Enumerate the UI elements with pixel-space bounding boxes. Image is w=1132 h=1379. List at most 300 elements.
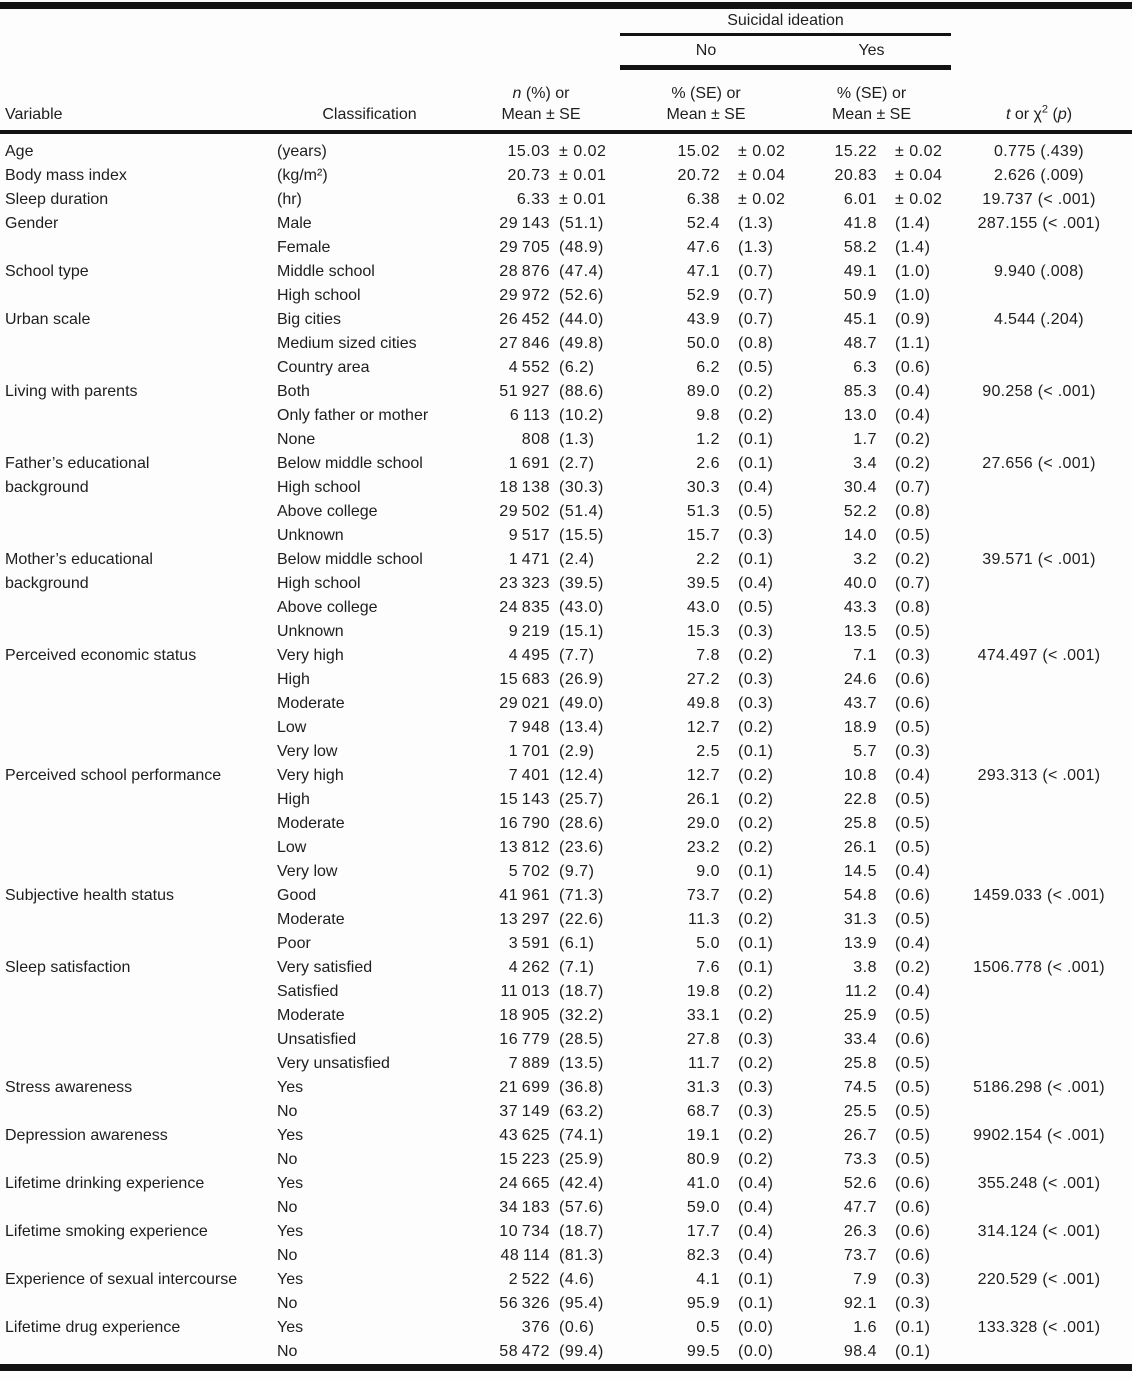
classification-cell: None (277, 431, 316, 448)
statistic-cell: 1506.778 (< .001) (973, 959, 1105, 976)
n-value-cell: 26 452 (499, 311, 550, 328)
yes-value-cell: 30.4 (843, 479, 877, 496)
classification-cell: Unknown (277, 527, 344, 544)
yes-se-cell: (0.5) (895, 1055, 931, 1072)
no-value-cell: 39.5 (686, 575, 720, 592)
classification-cell: No (277, 1103, 298, 1120)
n-percent-cell: (30.3) (559, 479, 604, 496)
n-percent-cell: (13.4) (559, 719, 604, 736)
yes-value-cell: 3.2 (853, 551, 877, 568)
classification-cell: High school (277, 287, 361, 304)
yes-value-cell: 73.3 (843, 1151, 877, 1168)
statistic-cell: 39.571 (< .001) (982, 551, 1096, 568)
classification-cell: Yes (277, 1271, 304, 1288)
n-value-cell: 1 691 (508, 455, 550, 472)
variable-cell (5, 332, 277, 356)
variable-cell (5, 716, 277, 740)
no-se-cell: (1.3) (738, 215, 774, 232)
n-percent-cell: (52.6) (559, 287, 604, 304)
variable-cell (5, 860, 277, 884)
no-value-cell: 0.5 (696, 1319, 720, 1336)
statistic-cell (951, 236, 1127, 260)
no-se-cell: (0.2) (738, 719, 774, 736)
n-percent-cell: (6.1) (559, 935, 595, 952)
no-value-cell: 73.7 (686, 887, 720, 904)
variable-cell: Gender (5, 215, 59, 232)
n-value-cell: 27 846 (499, 335, 550, 352)
n-percent-cell: (32.2) (559, 1007, 604, 1024)
n-value-cell: 7 948 (508, 719, 550, 736)
n-value-cell: 20.73 (507, 167, 550, 184)
no-se-cell: (0.2) (738, 1151, 774, 1168)
classification-cell: Low (277, 719, 307, 736)
variable-cell: Sleep satisfaction (5, 959, 131, 976)
no-value-cell: 6.2 (696, 359, 720, 376)
classification-cell: High (277, 791, 310, 808)
yes-value-cell: 40.0 (843, 575, 877, 592)
n-percent-cell: (28.5) (559, 1031, 604, 1048)
variable-cell (5, 1196, 277, 1220)
table-row (0, 1100, 1132, 1124)
header-no-pct-se: % (SE) or Mean ± SE (666, 85, 746, 123)
no-se-cell: (0.4) (738, 1199, 774, 1216)
statistic-cell: 5186.298 (< .001) (973, 1079, 1105, 1096)
n-percent-cell: (23.6) (559, 839, 604, 856)
yes-value-cell: 13.0 (843, 407, 877, 424)
yes-value-cell: 18.9 (843, 719, 877, 736)
yes-value-cell: 7.9 (853, 1271, 877, 1288)
table-top-rule (0, 2, 1132, 9)
yes-se-cell: (0.2) (895, 959, 931, 976)
variable-cell (5, 1028, 277, 1052)
yes-value-cell: 25.8 (843, 815, 877, 832)
spanner-row (0, 9, 1132, 36)
table-row (0, 1004, 1132, 1028)
yes-se-cell: (0.6) (895, 1199, 931, 1216)
table-row (0, 1292, 1132, 1316)
classification-cell: Middle school (277, 263, 375, 280)
table-row (0, 188, 1132, 212)
yes-value-cell: 50.9 (843, 287, 877, 304)
no-se-cell: (0.2) (738, 1007, 774, 1024)
yes-value-cell: 45.1 (843, 311, 877, 328)
classification-cell: Yes (277, 1175, 304, 1192)
no-se-cell: ± 0.02 (738, 143, 786, 160)
classification-cell: High school (277, 479, 361, 496)
no-value-cell: 17.7 (686, 1223, 720, 1240)
classification-cell: Female (277, 239, 331, 256)
no-value-cell: 1.2 (696, 431, 720, 448)
yes-value-cell: 26.1 (843, 839, 877, 856)
no-se-cell: (0.0) (738, 1343, 774, 1360)
variable-cell (5, 812, 277, 836)
no-se-cell: (0.1) (738, 863, 774, 880)
no-se-cell: (0.3) (738, 623, 774, 640)
n-value-cell: 1 471 (508, 551, 550, 568)
no-value-cell: 15.3 (686, 623, 720, 640)
yes-se-cell: (1.4) (895, 239, 931, 256)
n-value-cell: 6 113 (509, 407, 550, 424)
classification-cell: High school (277, 575, 361, 592)
yes-se-cell: (1.4) (895, 215, 931, 232)
statistic-cell (951, 1004, 1127, 1028)
statistic-cell: 9902.154 (< .001) (973, 1127, 1105, 1144)
yes-se-cell: (0.5) (895, 839, 931, 856)
no-value-cell: 80.9 (686, 1151, 720, 1168)
yes-value-cell: 13.9 (843, 935, 877, 952)
n-percent-cell: (95.4) (559, 1295, 604, 1312)
yes-se-cell: (1.1) (895, 335, 931, 352)
statistic-cell: 314.124 (< .001) (977, 1223, 1101, 1240)
table-row (0, 1268, 1132, 1292)
no-se-cell: (0.2) (738, 839, 774, 856)
table-row (0, 836, 1132, 860)
yes-value-cell: 43.3 (843, 599, 877, 616)
variable-cell (5, 428, 277, 452)
n-value-cell: 24 835 (499, 599, 550, 616)
classification-cell: No (277, 1343, 298, 1360)
no-value-cell: 6.38 (686, 191, 720, 208)
table-row (0, 788, 1132, 812)
classification-cell: No (277, 1247, 298, 1264)
no-se-cell: (0.1) (738, 551, 774, 568)
table-row (0, 380, 1132, 404)
no-value-cell: 43.9 (686, 311, 720, 328)
variable-cell: Perceived school performance (5, 767, 222, 784)
spanner-label: Suicidal ideation (727, 12, 844, 29)
statistic-cell (951, 980, 1127, 1004)
yes-se-cell: (1.0) (895, 263, 931, 280)
yes-value-cell: 26.7 (843, 1127, 877, 1144)
statistic-cell: 355.248 (< .001) (977, 1175, 1101, 1192)
variable-cell (5, 524, 277, 548)
n-percent-cell: (74.1) (559, 1127, 604, 1144)
no-value-cell: 12.7 (686, 767, 720, 784)
yes-se-cell: (0.6) (895, 1175, 931, 1192)
statistic-cell (951, 1244, 1127, 1268)
yes-se-cell: (0.5) (895, 1127, 931, 1144)
table-body (0, 134, 1132, 1364)
table-row (0, 740, 1132, 764)
n-value-cell: 4 552 (508, 359, 550, 376)
yes-se-cell: (0.6) (895, 1247, 931, 1264)
spanner-suicidal-ideation (620, 9, 951, 36)
n-value-cell: 51 927 (499, 383, 550, 400)
variable-cell: Body mass index (5, 167, 127, 184)
header-yes-pct-se: % (SE) or Mean ± SE (831, 85, 912, 123)
n-value-cell: 16 779 (499, 1031, 550, 1048)
classification-cell: Very high (277, 647, 344, 664)
no-value-cell: 59.0 (686, 1199, 720, 1216)
table-row (0, 164, 1132, 188)
header-statistic: t or $\chi^2$ (p) (1005, 103, 1073, 123)
table-row (0, 140, 1132, 164)
yes-value-cell: 26.3 (843, 1223, 877, 1240)
statistic-cell: 4.544 (.204) (994, 311, 1084, 328)
statistic-cell (951, 572, 1127, 596)
n-percent-cell: (18.7) (559, 1223, 604, 1240)
yes-se-cell: (0.2) (895, 551, 931, 568)
variable-cell: Lifetime drug experience (5, 1319, 181, 1336)
variable-cell: School type (5, 263, 89, 280)
yes-value-cell: 48.7 (843, 335, 877, 352)
n-percent-cell: (47.4) (559, 263, 604, 280)
n-value-cell: 1 701 (508, 743, 550, 760)
table-row (0, 620, 1132, 644)
statistic-cell (951, 1100, 1127, 1124)
variable-cell: background (5, 479, 89, 496)
table-row (0, 1316, 1132, 1340)
no-value-cell: 68.7 (686, 1103, 720, 1120)
n-value-cell: 29 143 (499, 215, 550, 232)
variable-cell: Perceived economic status (5, 647, 197, 664)
n-value-cell: 58 472 (499, 1343, 550, 1360)
n-percent-cell: (43.0) (559, 599, 604, 616)
yes-value-cell: 52.6 (843, 1175, 877, 1192)
variable-cell: background (5, 575, 89, 592)
n-value-cell: 3 591 (508, 935, 550, 952)
no-se-cell: (0.5) (738, 359, 774, 376)
yes-value-cell: 74.5 (843, 1079, 877, 1096)
statistic-cell (951, 620, 1127, 644)
yes-value-cell: 49.1 (843, 263, 877, 280)
table-row (0, 332, 1132, 356)
n-value-cell: 15 683 (499, 671, 550, 688)
classification-cell: Very unsatisfied (277, 1055, 390, 1072)
no-se-cell: (0.4) (738, 1247, 774, 1264)
variable-cell: Depression awareness (5, 1127, 168, 1144)
statistic-cell (951, 812, 1127, 836)
table-row (0, 500, 1132, 524)
n-percent-cell: (63.2) (559, 1103, 604, 1120)
n-value-cell: 41 961 (499, 887, 550, 904)
table-row (0, 1220, 1132, 1244)
n-value-cell: 13 812 (499, 839, 550, 856)
yes-se-cell: (1.0) (895, 287, 931, 304)
table-row (0, 908, 1132, 932)
classification-cell: Medium sized cities (277, 335, 417, 352)
no-label: No (695, 41, 717, 59)
yes-se-cell: (0.6) (895, 359, 931, 376)
n-value-cell: 4 495 (508, 647, 550, 664)
variable-cell: Sleep duration (5, 191, 109, 208)
no-value-cell: 2.5 (696, 743, 720, 760)
n-percent-cell: (0.6) (559, 1319, 595, 1336)
no-value-cell: 23.2 (686, 839, 720, 856)
n-percent-cell: (2.7) (559, 455, 595, 472)
yes-se-cell: (0.4) (895, 863, 931, 880)
variable-cell (5, 740, 277, 764)
statistic-cell: 90.258 (< .001) (982, 383, 1096, 400)
variable-cell (5, 1292, 277, 1316)
n-value-cell: 23 323 (499, 575, 550, 592)
yes-se-cell: (0.5) (895, 719, 931, 736)
no-value-cell: 27.2 (686, 671, 720, 688)
n-percent-cell: ± 0.01 (559, 191, 607, 208)
yes-se-cell: (0.6) (895, 1223, 931, 1240)
statistic-cell (951, 1148, 1127, 1172)
statistic-cell (951, 284, 1127, 308)
n-value-cell: 18 905 (499, 1007, 550, 1024)
yes-se-cell: (0.3) (895, 647, 931, 664)
yes-value-cell: 52.2 (843, 503, 877, 520)
n-value-cell: 7 889 (508, 1055, 550, 1072)
n-value-cell: 34 183 (499, 1199, 550, 1216)
yes-se-cell: (0.5) (895, 1103, 931, 1120)
no-se-cell: (0.4) (738, 1223, 774, 1240)
variable-cell (5, 1244, 277, 1268)
yes-se-cell: (0.2) (895, 431, 931, 448)
no-value-cell: 7.8 (696, 647, 720, 664)
yes-value-cell: 1.6 (853, 1319, 877, 1336)
yes-se-cell: ± 0.02 (895, 191, 943, 208)
no-se-cell: (0.5) (738, 599, 774, 616)
classification-cell: Moderate (277, 1007, 345, 1024)
yes-se-cell: (0.3) (895, 1271, 931, 1288)
table-row (0, 356, 1132, 380)
n-percent-cell: (88.6) (559, 383, 604, 400)
no-value-cell: 27.8 (686, 1031, 720, 1048)
variable-cell (5, 788, 277, 812)
n-value-cell: 29 021 (499, 695, 550, 712)
table-row (0, 1076, 1132, 1100)
yes-se-cell: (0.8) (895, 503, 931, 520)
yes-value-cell: 13.5 (843, 623, 877, 640)
n-value-cell: 13 297 (499, 911, 550, 928)
n-value-cell: 15 223 (499, 1151, 550, 1168)
n-value-cell: 9 517 (508, 527, 550, 544)
n-percent-cell: (18.7) (559, 983, 604, 1000)
no-se-cell: (0.8) (738, 335, 774, 352)
yes-value-cell: 11.2 (845, 983, 877, 1000)
no-value-cell: 12.7 (686, 719, 720, 736)
variable-cell (5, 908, 277, 932)
yes-se-cell: (0.6) (895, 671, 931, 688)
n-percent-cell: (9.7) (559, 863, 595, 880)
no-value-cell: 29.0 (686, 815, 720, 832)
classification-cell: No (277, 1199, 298, 1216)
no-se-cell: (0.2) (738, 1127, 774, 1144)
yes-se-cell: (0.5) (895, 1079, 931, 1096)
variable-cell (5, 500, 277, 524)
variable-cell: Father’s educational (5, 455, 150, 472)
variable-cell (5, 1340, 277, 1364)
no-se-cell: (0.1) (738, 743, 774, 760)
header-n-pct-mean: n (%) or Mean ± SE (501, 85, 581, 123)
no-value-cell: 31.3 (686, 1079, 720, 1096)
classification-cell: (kg/m²) (277, 167, 328, 184)
n-value-cell: 15 143 (499, 791, 550, 808)
n-value-cell: 4 262 (508, 959, 550, 976)
statistic-cell: 9.940 (.008) (994, 263, 1084, 280)
n-percent-cell: ± 0.01 (559, 167, 607, 184)
no-value-cell: 47.6 (686, 239, 720, 256)
yes-se-cell: ± 0.04 (895, 167, 943, 184)
no-value-cell: 33.1 (686, 1007, 720, 1024)
variable-cell (5, 236, 277, 260)
statistic-cell: 287.155 (< .001) (977, 215, 1101, 232)
statistic-cell (951, 1028, 1127, 1052)
yes-se-cell: (0.5) (895, 791, 931, 808)
n-value-cell: 28 876 (499, 263, 550, 280)
no-se-cell: (0.2) (738, 1055, 774, 1072)
yes-value-cell: 43.7 (843, 695, 877, 712)
no-value-cell: 20.72 (677, 167, 720, 184)
statistic-cell: 2.626 (.009) (994, 167, 1084, 184)
classification-cell: Yes (277, 1127, 304, 1144)
n-value-cell: 21 699 (499, 1079, 550, 1096)
statistic-cell (951, 428, 1127, 452)
n-percent-cell: (81.3) (559, 1247, 604, 1264)
variable-cell: Lifetime drinking experience (5, 1175, 205, 1192)
variable-cell (5, 284, 277, 308)
n-percent-cell: (28.6) (559, 815, 604, 832)
table-row (0, 980, 1132, 1004)
n-percent-cell: (51.1) (559, 215, 604, 232)
yes-se-cell: (0.6) (895, 887, 931, 904)
n-value-cell: 43 625 (499, 1127, 550, 1144)
no-se-cell: (0.2) (738, 911, 774, 928)
yes-se-cell: (0.5) (895, 623, 931, 640)
classification-cell: Moderate (277, 695, 345, 712)
table-row (0, 692, 1132, 716)
table-row (0, 1340, 1132, 1364)
statistic-cell (951, 692, 1127, 716)
no-yes-row (0, 36, 1132, 70)
no-se-cell: (0.2) (738, 887, 774, 904)
header-variable: Variable (5, 106, 63, 123)
n-percent-cell: (26.9) (559, 671, 604, 688)
no-value-cell: 11.7 (688, 1055, 720, 1072)
table-row (0, 236, 1132, 260)
statistic-cell (951, 524, 1127, 548)
no-se-cell: (0.2) (738, 407, 774, 424)
yes-se-cell: (0.5) (895, 815, 931, 832)
yes-se-cell: (0.5) (895, 1151, 931, 1168)
statistic-cell (951, 1340, 1127, 1364)
n-percent-cell: (12.4) (559, 767, 604, 784)
table-row (0, 212, 1132, 236)
n-percent-cell: (4.6) (559, 1271, 595, 1288)
yes-se-cell: (0.7) (895, 575, 931, 592)
statistic-cell: 133.328 (< .001) (977, 1319, 1101, 1336)
statistic-cell: 293.313 (< .001) (977, 767, 1101, 784)
yes-se-cell: (0.4) (895, 983, 931, 1000)
n-percent-cell: (48.9) (559, 239, 604, 256)
classification-cell: Moderate (277, 911, 345, 928)
statistic-cell (951, 836, 1127, 860)
variable-cell: Experience of sexual intercourse (5, 1271, 238, 1288)
variable-cell (5, 620, 277, 644)
n-percent-cell: (22.6) (559, 911, 604, 928)
n-percent-cell: (13.5) (559, 1055, 604, 1072)
classification-cell: Low (277, 839, 307, 856)
n-percent-cell: (42.4) (559, 1175, 604, 1192)
classification-cell: Yes (277, 1319, 304, 1336)
yes-value-cell: 25.5 (843, 1103, 877, 1120)
table-row (0, 860, 1132, 884)
no-se-cell: (1.3) (738, 239, 774, 256)
variable-cell (5, 1148, 277, 1172)
statistic-cell (951, 908, 1127, 932)
variable-cell (5, 692, 277, 716)
n-percent-cell: (2.4) (559, 551, 595, 568)
classification-cell: Only father or mother (277, 407, 429, 424)
statistic-cell: 220.529 (< .001) (977, 1271, 1101, 1288)
no-se-cell: (0.7) (738, 263, 774, 280)
header-classification: Classification (322, 106, 417, 123)
n-percent-cell: (99.4) (559, 1343, 604, 1360)
